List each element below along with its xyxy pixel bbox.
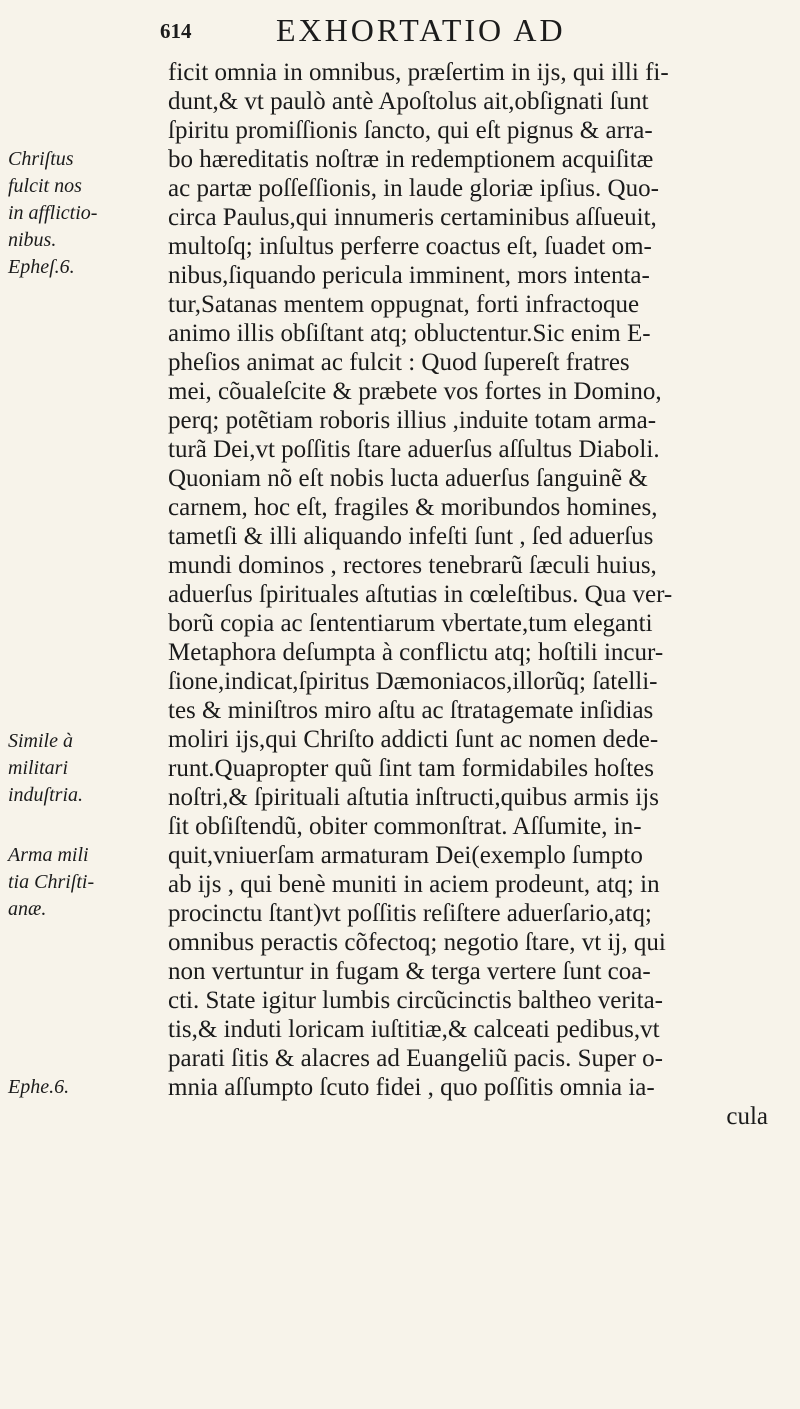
- text-line: borũ copia ac ſententiarum vbertate,tum eleganti: [168, 610, 653, 637]
- margin-note-line: anæ.: [8, 898, 47, 920]
- text-line: tes & miniſtros miro aſtu ac ſtratagemate inſidias: [168, 697, 654, 724]
- text-line: dunt,& vt paulò antè Apoſtolus ait,obſignati ſunt: [168, 88, 649, 115]
- margin-note-line: induſtria.: [8, 784, 84, 806]
- text-line: tis,& induti loricam iuſtitiæ,& calceati pedibus,vt: [168, 1016, 660, 1043]
- margin-note: [8, 842, 158, 923]
- text-line: nibus,ſiquando pericula imminent, mors intenta-: [168, 262, 650, 289]
- text-line: tametſi & illi aliquando infeſti ſunt , ſed aduerſus: [168, 523, 654, 550]
- text-line: turã Dei,vt poſſitis ſtare aduerſus aſſultus Diaboli.: [168, 436, 660, 463]
- page-number: 614: [160, 19, 192, 43]
- page-header: [160, 10, 800, 50]
- text-line: mei, cõualeſcite & præbete vos fortes in Domino,: [168, 378, 662, 405]
- text-line: cti. State igitur lumbis circũcinctis baltheo verita-: [168, 987, 663, 1014]
- text-line: tur,Satanas mentem oppugnat, forti infractoque: [168, 291, 640, 318]
- margin-note: [8, 728, 158, 809]
- text-line: animo illis obſiſtant atq; obluctentur.Sic enim E-: [168, 320, 651, 347]
- text-line: Metaphora deſumpta à conflictu atq; hoſtili incur-: [168, 639, 664, 666]
- margin-note-line: Simile à: [8, 730, 73, 752]
- main-text: [168, 58, 792, 1131]
- text-line: circa Paulus,qui innumeris certaminibus aſſueuit,: [168, 204, 657, 231]
- margin-note-line: tia Chriſti-: [8, 871, 95, 893]
- margin-note-line: Arma mili: [8, 844, 89, 866]
- margin-note-line: fulcit nos: [8, 175, 82, 197]
- text-line: moliri ijs,qui Chriſto addicti ſunt ac nomen dede-: [168, 726, 659, 753]
- text-line: non vertuntur in fugam & terga vertere ſunt coa-: [168, 958, 651, 985]
- text-line: ſit obſiſtendũ, obiter commonſtrat. Aſſumite, in-: [168, 813, 642, 840]
- margin-note-line: Epheſ.6.: [8, 256, 75, 278]
- catchword: cula: [726, 1103, 768, 1130]
- text-line: carnem, hoc eſt, fragiles & moribundos homines,: [168, 494, 658, 521]
- text-line: pheſios animat ac fulcit : Quod ſupereſt fratres: [168, 349, 630, 376]
- text-line: ac partæ poſſeſſionis, in laude gloriæ ipſius. Quo-: [168, 175, 659, 202]
- text-line: perq; potẽtiam roboris illius ,induite totam arma-: [168, 407, 657, 434]
- text-line: mundi dominos , rectores tenebrarũ ſæculi huius,: [168, 552, 657, 579]
- text-line: noſtri,& ſpirituali aſtutia inſtructi,quibus armis ijs: [168, 784, 659, 811]
- margin-note-line: Ephe.6.: [8, 1076, 70, 1098]
- text-line: ſpiritu promiſſionis ſancto, qui eſt pignus & arra-: [168, 117, 653, 144]
- margin-note: [8, 1074, 158, 1101]
- text-line: multoſq; inſultus perferre coactus eſt, ſuadet om-: [168, 233, 652, 260]
- text-line: runt.Quapropter quũ ſint tam formidabiles hoſtes: [168, 755, 655, 782]
- text-line: ficit omnia in omnibus, præſertim in ijs, qui illi fi-: [168, 59, 669, 86]
- text-line: parati ſitis & alacres ad Euangeliũ pacis. Super o-: [168, 1045, 663, 1072]
- running-title: EXHORTATIO AD: [276, 12, 566, 48]
- text-line: ab ijs , qui benè muniti in aciem prodeunt, atq; in: [168, 871, 660, 898]
- margin-note-line: militari: [8, 757, 69, 779]
- text-line: ſione,indicat,ſpiritus Dæmoniacos,illorũq; ſatelli-: [168, 668, 658, 695]
- margin-note-line: in afflictio-: [8, 202, 98, 224]
- text-line: quit,vniuerſam armaturam Dei(exemplo ſumpto: [168, 842, 643, 869]
- text-line: omnibus peractis cõfectoq; negotio ſtare, vt ij, qui: [168, 929, 666, 956]
- margin-note: [8, 146, 158, 281]
- text-line: mnia aſſumpto ſcuto fidei , quo poſſitis omnia ia-: [168, 1074, 655, 1101]
- text-line: Quoniam nõ eſt nobis lucta aduerſus ſanguinẽ &: [168, 465, 648, 492]
- text-line: aduerſus ſpirituales aſtutias in cœleſtibus. Qua ver-: [168, 581, 673, 608]
- text-line: procinctu ſtant)vt poſſitis reſiſtere aduerſario,atq;: [168, 900, 652, 927]
- text-line: bo hæreditatis noſtræ in redemptionem acquiſitæ: [168, 146, 654, 173]
- margin-note-line: nibus.: [8, 229, 57, 251]
- margin-note-line: Chriſtus: [8, 148, 74, 170]
